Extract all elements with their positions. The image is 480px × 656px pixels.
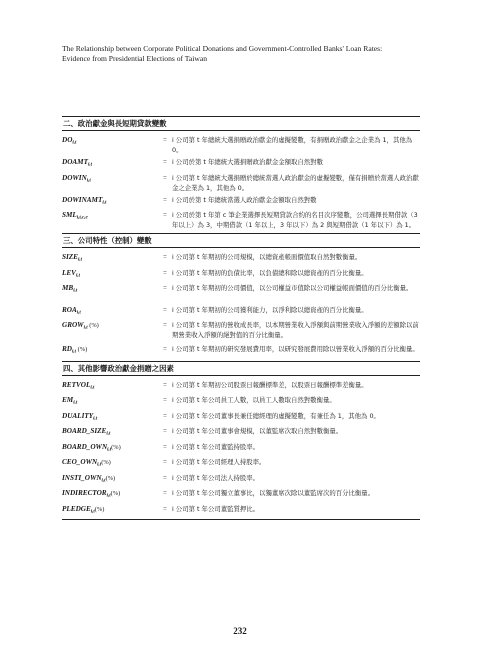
variable-subscript: i,t bbox=[106, 431, 111, 437]
variable-unit: (%) bbox=[105, 474, 116, 482]
equals-sign: = bbox=[163, 473, 167, 482]
variable-row bbox=[62, 320, 420, 340]
equals-sign: = bbox=[163, 504, 167, 513]
variable-symbol: DO bbox=[62, 136, 73, 144]
variable-definition: i 公司第 t 年期初公司股票日報酬標準差，以股票日報酬標準差衡量。 bbox=[172, 380, 368, 389]
variable-row bbox=[62, 411, 420, 425]
equals-sign: = bbox=[163, 211, 167, 219]
variable-definition: i 公司第 t 年期初的負債比率，以負債總和除以總資產的百分比衡量。 bbox=[172, 268, 368, 277]
variable-subscript: i,t bbox=[72, 349, 77, 355]
variable-definition: i 公司第 t 年期初的營收成長率，以本期營業收入淨額與前期營業收入淨額的差額除以前期營業收入淨額的絕對值的百分比衡量。 bbox=[172, 321, 419, 339]
variable-subscript: i,t bbox=[73, 288, 78, 294]
variable-name bbox=[62, 195, 158, 209]
variable-definition: i 公司第 t 年公司獨立董事比，以獨董席次除以董監席次的百分比衡量。 bbox=[172, 489, 375, 497]
variable-symbol: BOARD_OWN bbox=[62, 442, 108, 451]
variable-row bbox=[62, 426, 420, 440]
variable-symbol: LEV bbox=[62, 268, 76, 277]
variable-symbol: MB bbox=[62, 284, 74, 292]
variable-name bbox=[62, 252, 158, 266]
variable-subscript: i,t bbox=[72, 140, 77, 146]
variable-name bbox=[62, 173, 158, 187]
variable-row bbox=[62, 268, 420, 282]
variable-unit: (%) bbox=[87, 322, 99, 329]
variable-definition: i 公司於第 t 年總統當選人政治獻金金額取自然對數 bbox=[172, 195, 317, 204]
section-heading: 三、公司特性（控制）變數 bbox=[62, 233, 420, 248]
variable-subscript: i,t bbox=[90, 509, 95, 514]
variable-subscript: i,t bbox=[73, 400, 78, 406]
table-bottom-rule bbox=[62, 519, 420, 520]
header-line-2: Evidence from Presidential Elections of Taiwan bbox=[62, 53, 208, 63]
variable-unit: (%) bbox=[110, 490, 121, 497]
variable-subscript: i,t bbox=[75, 273, 81, 278]
equals-sign: = bbox=[163, 195, 167, 204]
variable-symbol: INSTI_OWN bbox=[62, 473, 102, 482]
variable-name bbox=[62, 426, 158, 440]
variable-subscript: i,t bbox=[76, 310, 81, 315]
variable-name bbox=[62, 157, 158, 171]
equals-sign: = bbox=[163, 268, 167, 277]
variable-definition: i 公司第 t 年公司員工人數，以員工人數取自然對數衡量。 bbox=[172, 396, 336, 404]
equals-sign: = bbox=[163, 173, 167, 182]
variable-name bbox=[62, 210, 158, 224]
equals-sign: = bbox=[163, 489, 167, 497]
variable-row bbox=[62, 157, 420, 171]
variable-name bbox=[62, 305, 158, 319]
equals-sign: = bbox=[163, 305, 167, 314]
variable-unit: (%) bbox=[111, 443, 121, 451]
variable-definition: i 公司於第 t 年總統大選捐贈政治獻金金額取自然對數 bbox=[172, 158, 323, 166]
variable-symbol: GROW bbox=[62, 321, 84, 329]
variable-definition: i 公司第 t 年期初的公司獲利能力，以淨利除以總資產的百分比衡量。 bbox=[172, 305, 368, 314]
variable-symbol: RD bbox=[62, 345, 72, 353]
equals-sign: = bbox=[163, 458, 167, 466]
variable-definition: i 公司第 t 年期初的公司規模，以總資產帳面價值取自然對數衡量。 bbox=[172, 253, 362, 261]
variable-row bbox=[62, 457, 420, 471]
variable-subscript: i,t bbox=[97, 462, 102, 468]
variable-definition: i 公司第 t 年公司董事長兼任總經理的虛擬變數，有兼任為 1，其他為 0。 bbox=[172, 411, 380, 420]
equals-sign: = bbox=[163, 345, 167, 353]
header-line-1: The Relationship between Corporate Political Donations and Government-Controlled Banks' Loan Rates: bbox=[62, 44, 383, 53]
equals-sign: = bbox=[163, 396, 167, 404]
equals-sign: = bbox=[163, 321, 167, 329]
variable-name bbox=[62, 344, 158, 358]
equals-sign: = bbox=[163, 380, 167, 389]
variable-name bbox=[62, 411, 158, 425]
variable-symbol: DOAMT bbox=[62, 158, 88, 166]
variable-subscript: i,t bbox=[77, 257, 83, 263]
variable-definition: i 公司第 t 年期初的公司價值，以公司權益市值除以公司權益帳面價值的百分比衡量。 bbox=[172, 284, 413, 292]
variable-symbol: ROA bbox=[62, 305, 77, 314]
variable-symbol: DOWIN bbox=[62, 173, 87, 182]
variable-name bbox=[62, 380, 158, 394]
variable-name bbox=[62, 135, 158, 149]
variable-definition: i 公司第 t 年期初的研究發展費用率，以研究發展費用除以營業收入淨額的百分比衡量。 bbox=[172, 345, 419, 353]
variable-subscript: i,t bbox=[93, 416, 98, 421]
variable-row bbox=[62, 135, 420, 155]
variable-subscript: i,t bbox=[86, 178, 91, 183]
equals-sign: = bbox=[163, 411, 167, 420]
variable-subscript: i,t bbox=[83, 325, 88, 331]
variable-symbol: DUALITY bbox=[62, 411, 94, 420]
variable-unit: (%) bbox=[94, 505, 105, 513]
variable-name bbox=[62, 473, 158, 487]
variable-row bbox=[62, 195, 420, 209]
variable-row bbox=[62, 252, 420, 266]
variable-subscript: i,t bbox=[106, 493, 111, 499]
variable-name bbox=[62, 457, 158, 471]
variable-definition: i 公司第 t 年公司董事會規模，以董監席次取自然對數衡量。 bbox=[172, 427, 343, 435]
variable-symbol: CEO_OWN bbox=[62, 458, 98, 466]
variable-row bbox=[62, 210, 420, 230]
equals-sign: = bbox=[163, 442, 167, 451]
variable-unit: (%) bbox=[76, 346, 88, 353]
variable-symbol: BOARD_SIZE bbox=[62, 427, 107, 435]
variable-definition: i 公司於第 t 年第 c 筆企業選擇長短期貸款合約的名目次序變數，公司選擇長期借款（3 年以上）為 3，中期借款（1 年以上，3 年以下）為 2 與短期借款（1 年以下）為 1。 bbox=[172, 211, 418, 229]
variable-row bbox=[62, 283, 420, 297]
variable-name bbox=[62, 504, 158, 518]
variable-name bbox=[62, 488, 158, 502]
variable-subscript: i,t,c,e bbox=[76, 215, 88, 221]
variable-symbol: EM bbox=[62, 396, 74, 404]
variable-symbol: SIZE bbox=[62, 253, 78, 261]
variable-subscript: i,t bbox=[102, 200, 107, 205]
variable-row bbox=[62, 473, 420, 487]
section-heading: 四、其他影響政治獻金捐贈之因素 bbox=[62, 361, 420, 376]
variable-definition: i 公司第 t 年公司法人持股率。 bbox=[172, 473, 260, 482]
variable-symbol: PLEDGE bbox=[62, 504, 91, 513]
running-header bbox=[62, 44, 432, 63]
variable-definition: i 公司第 t 年總統大選捐贈於總統當選人政治獻金的虛擬變數，僅有捐贈於當選人政治獻金之企業為 1，其他為 0。 bbox=[172, 173, 419, 192]
equals-sign: = bbox=[163, 136, 167, 144]
variable-definition-table bbox=[62, 116, 420, 520]
section-heading: 二、政治獻金與長短期貸款變數 bbox=[62, 116, 420, 131]
variable-subscript: i,t bbox=[101, 478, 106, 483]
variable-subscript: i,t bbox=[90, 385, 95, 390]
page-number: 232 bbox=[233, 626, 247, 636]
variable-row bbox=[62, 305, 420, 319]
variable-definition: i 公司第 t 年公司董監持股率。 bbox=[172, 442, 260, 451]
variable-row bbox=[62, 395, 420, 409]
variable-definition: i 公司第 t 年公司董監質押比。 bbox=[172, 504, 260, 513]
equals-sign: = bbox=[163, 284, 167, 292]
variable-row bbox=[62, 488, 420, 502]
equals-sign: = bbox=[163, 158, 167, 166]
variable-row bbox=[62, 380, 420, 394]
variable-name bbox=[62, 442, 158, 456]
equals-sign: = bbox=[163, 427, 167, 435]
variable-name bbox=[62, 320, 158, 334]
variable-row bbox=[62, 173, 420, 193]
variable-name bbox=[62, 283, 158, 297]
variable-definition: i 公司第 t 年總統大選捐贈政治獻金的虛擬變數，有捐贈政治獻金之企業為 1，其他為 0。 bbox=[172, 136, 413, 154]
equals-sign: = bbox=[163, 253, 167, 261]
variable-name bbox=[62, 268, 158, 282]
variable-row bbox=[62, 442, 420, 456]
variable-definition: i 公司第 t 年公司經理人持股率。 bbox=[172, 458, 266, 466]
variable-symbol: DOWINAMT bbox=[62, 195, 103, 204]
variable-row bbox=[62, 504, 420, 518]
variable-subscript: i,t bbox=[107, 447, 112, 452]
variable-row bbox=[62, 344, 420, 358]
variable-unit: (%) bbox=[101, 459, 111, 466]
variable-symbol: SML bbox=[62, 211, 77, 219]
variable-symbol: INDIRECTOR bbox=[62, 489, 107, 497]
variable-symbol: RETVOL bbox=[62, 380, 91, 389]
variable-name bbox=[62, 395, 158, 409]
variable-subscript: i,t bbox=[87, 162, 92, 168]
